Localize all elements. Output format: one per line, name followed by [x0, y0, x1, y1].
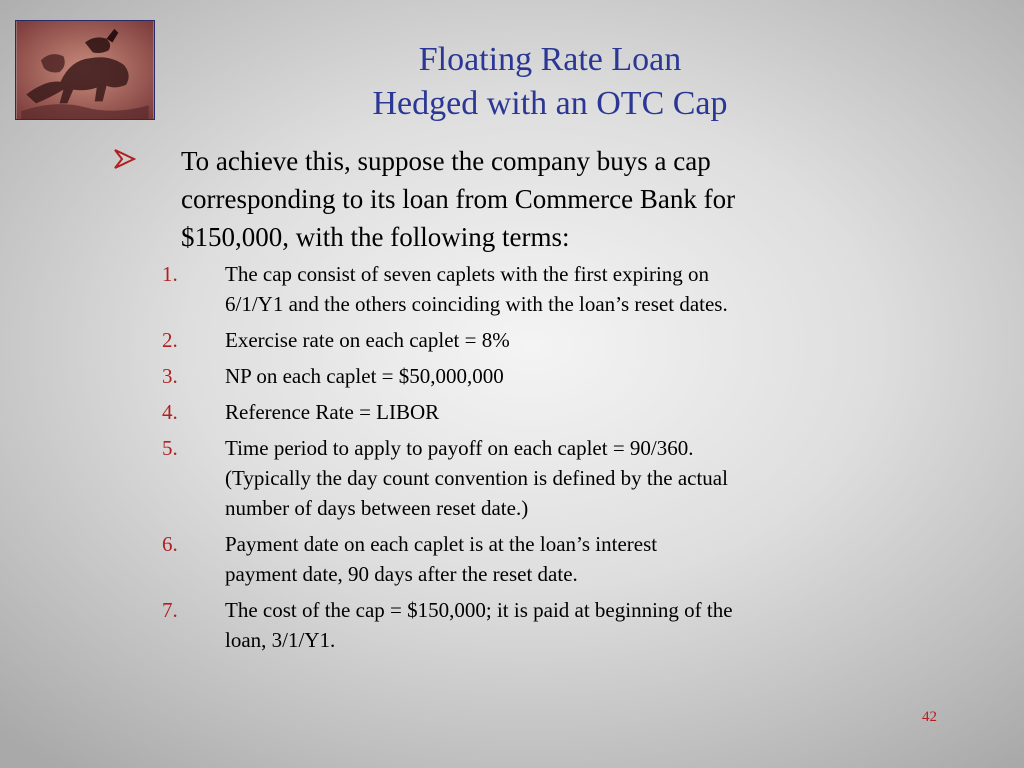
arrow-bullet-icon: [113, 148, 137, 170]
item-text: Reference Rate = LIBOR: [225, 400, 440, 424]
item-text: NP on each caplet = $50,000,000: [225, 364, 504, 388]
item-number: 5.: [162, 436, 178, 460]
item-text: number of days between reset date.): [225, 496, 529, 520]
item-text: The cost of the cap = $150,000; it is paid at beginning of the: [225, 598, 733, 622]
list-item: [162, 397, 922, 427]
title-line-2: Hedged with an OTC Cap: [372, 85, 728, 122]
item-text: Time period to apply to payoff on each caplet = 90/360.: [225, 436, 694, 460]
item-number: 6.: [162, 532, 178, 556]
list-item: [162, 325, 922, 355]
item-text: Payment date on each caplet is at the loan’s interest: [225, 532, 658, 556]
item-text: The cap consist of seven caplets with the first expiring on: [225, 262, 710, 286]
item-text: Exercise rate on each caplet = 8%: [225, 328, 510, 352]
bullet-line: To achieve this, suppose the company buys a cap: [181, 146, 711, 176]
list-item: [162, 259, 922, 319]
list-item: [162, 595, 922, 655]
item-number: 2.: [162, 328, 178, 352]
bullet-line: corresponding to its loan from Commerce Bank for: [181, 184, 736, 214]
bullet-line: $150,000, with the following terms:: [181, 222, 570, 252]
item-number: 7.: [162, 598, 178, 622]
bull-and-bear-icon: [15, 20, 155, 120]
list-item: [162, 529, 922, 589]
list-item: [162, 361, 922, 391]
title-line-1: Floating Rate Loan: [418, 41, 682, 78]
item-number: 4.: [162, 400, 178, 424]
item-number: 3.: [162, 364, 178, 388]
terms-list: [162, 259, 922, 661]
item-number: 1.: [162, 262, 178, 286]
list-item: [162, 433, 922, 523]
item-text: 6/1/Y1 and the others coinciding with the loan’s reset dates.: [225, 292, 728, 316]
item-text: (Typically the day count convention is defined by the actual: [225, 466, 728, 490]
item-text: payment date, 90 days after the reset date.: [225, 562, 578, 586]
main-bullet-text: [181, 142, 901, 256]
slide-title: [280, 38, 820, 126]
page-number: 42: [922, 709, 937, 725]
item-text: loan, 3/1/Y1.: [225, 628, 336, 652]
